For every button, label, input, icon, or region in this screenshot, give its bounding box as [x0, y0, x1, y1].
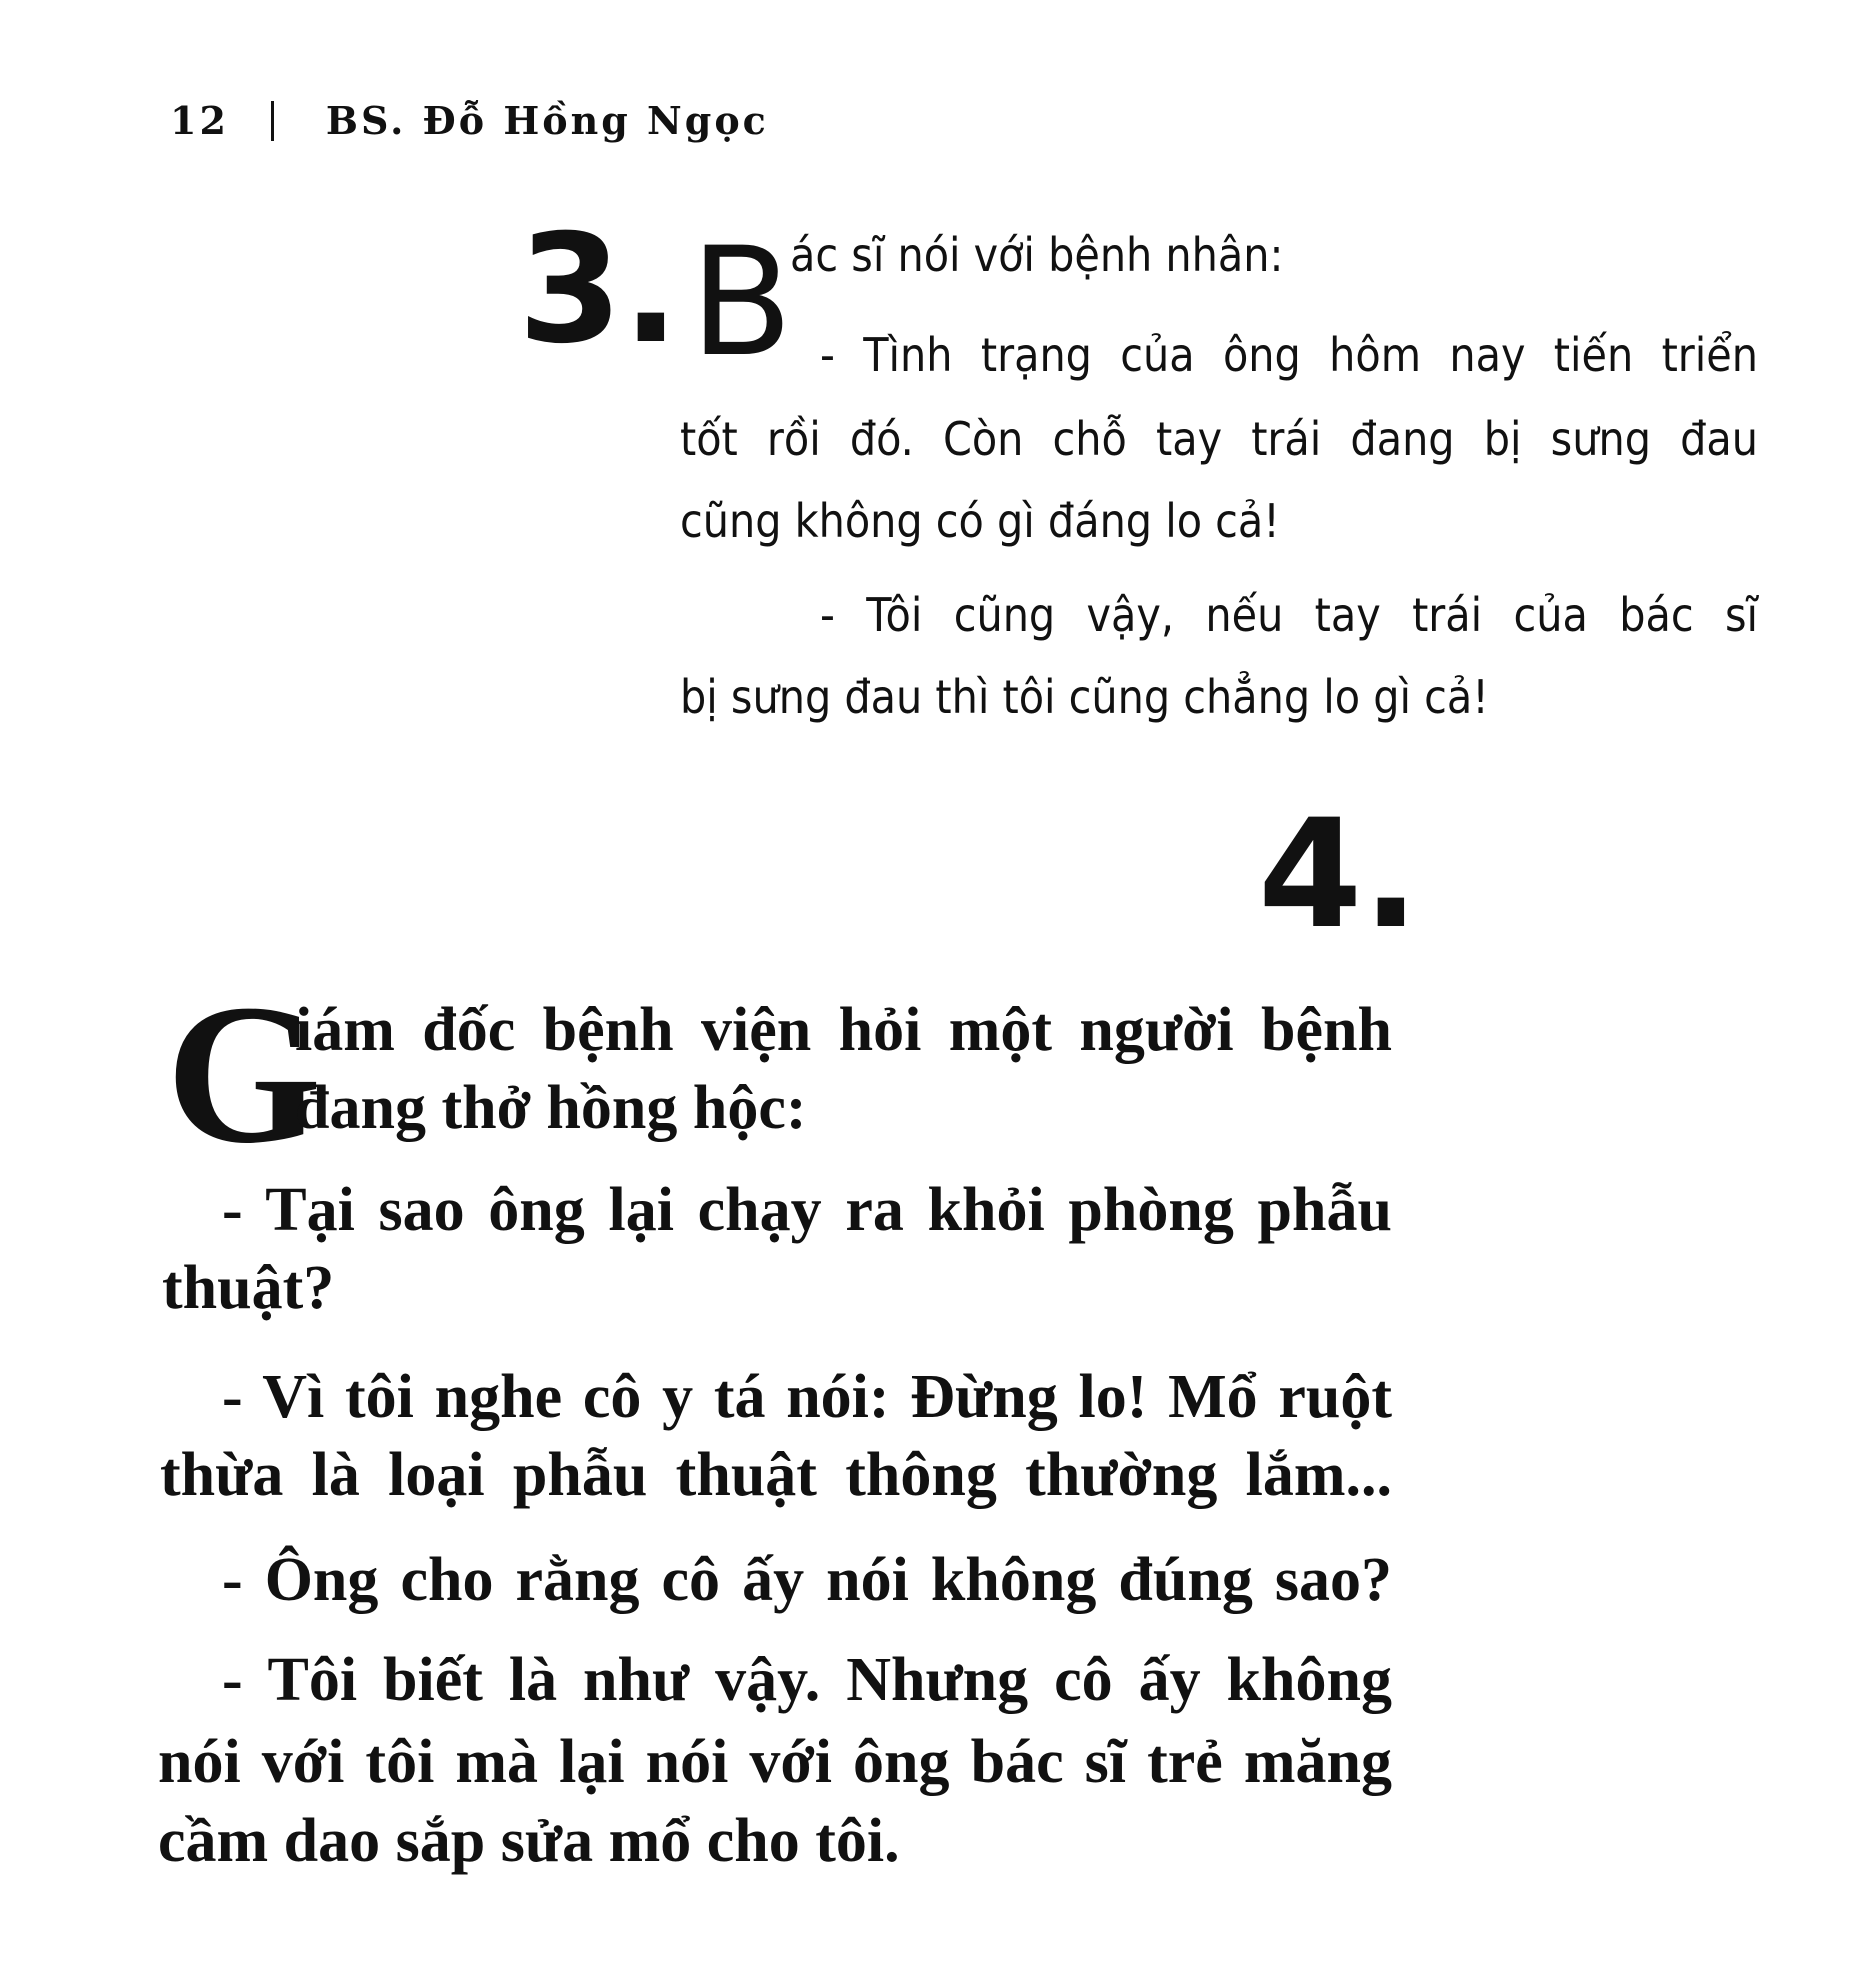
joke3-line: tốt rồi đó. Còn chỗ tay trái đang bị sưng đau: [680, 412, 1758, 466]
joke3-line: - Tình trạng của ông hôm nay tiến triển: [820, 328, 1758, 382]
joke4-line: nói với tôi mà lại nói với ông bác sĩ trẻ măng: [158, 1728, 1392, 1796]
running-header: [170, 98, 769, 143]
joke4-line: - Ông cho rằng cô ấy nói không đúng sao?: [222, 1546, 1392, 1614]
joke3-line: cũng không có gì đáng lo cả!: [680, 494, 1280, 548]
joke-number-4: 4.: [1258, 788, 1420, 962]
joke4-line: - Vì tôi nghe cô y tá nói: Đừng lo! Mổ ruột: [222, 1363, 1392, 1431]
joke3-drop-cap: B: [690, 216, 793, 390]
header-divider: [271, 101, 274, 141]
joke4-line: - Tôi biết là như vậy. Nhưng cô ấy không: [222, 1646, 1392, 1714]
joke3-line: - Tôi cũng vậy, nếu tay trái của bác sĩ: [820, 588, 1758, 642]
joke4-line: thuật?: [162, 1254, 335, 1322]
author-name: BS. Đỗ Hồng Ngọc: [325, 98, 769, 143]
joke-number-3: 3.: [518, 203, 680, 377]
joke4-line: cầm dao sắp sửa mổ cho tôi.: [158, 1807, 900, 1875]
joke4-line: - Tại sao ông lại chạy ra khỏi phòng phẫu: [222, 1176, 1392, 1244]
joke4-line: thừa là loại phẫu thuật thông thường lắm...: [160, 1441, 1392, 1509]
page-number: 12: [170, 98, 229, 143]
joke3-line: ác sĩ nói với bệnh nhân:: [790, 228, 1284, 282]
joke4-line: đang thở hồng hộc:: [295, 1074, 807, 1142]
joke4-line: iám đốc bệnh viện hỏi một người bệnh: [295, 996, 1392, 1064]
joke3-line: bị sưng đau thì tôi cũng chẳng lo gì cả!: [680, 670, 1489, 724]
joke4-drop-cap: G: [166, 964, 322, 1185]
